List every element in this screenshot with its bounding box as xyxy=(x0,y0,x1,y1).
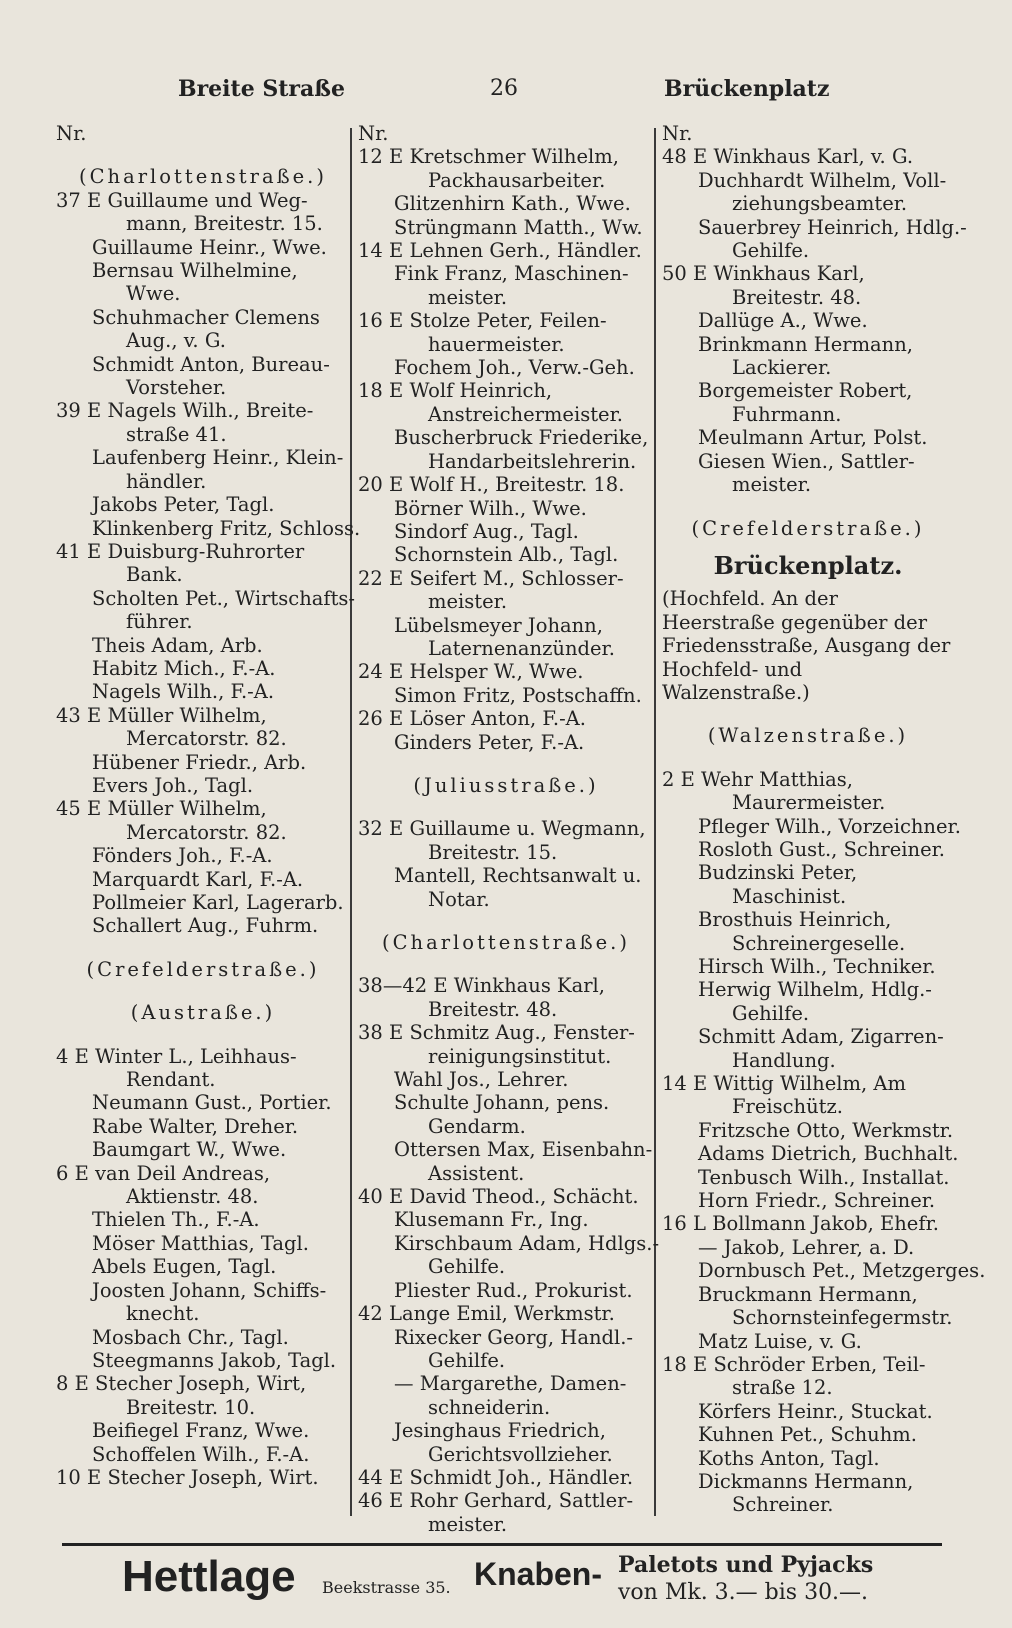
directory-line: straße 41. xyxy=(126,422,227,446)
directory-line: 42 Lange Emil, Werkmstr. xyxy=(358,1302,615,1326)
directory-line: Aug., v. G. xyxy=(126,329,226,353)
directory-line: Schallert Aug., Fuhrm. xyxy=(92,914,319,938)
directory-line: 2 E Wehr Matthias, xyxy=(662,767,854,791)
directory-line: Assistent. xyxy=(428,1161,525,1185)
ad-address: Beekstrasse 35. xyxy=(322,1578,451,1597)
directory-line: Theis Adam, Arb. xyxy=(92,633,263,657)
directory-column-3 xyxy=(662,122,986,1537)
directory-line: 32 E Guillaume u. Wegmann, xyxy=(358,817,646,841)
directory-line: Baumgart W., Wwe. xyxy=(92,1138,287,1162)
directory-column-1 xyxy=(56,122,361,1537)
directory-line: 16 E Stolze Peter, Feilen- xyxy=(358,309,607,333)
directory-line: Horn Friedr., Schreiner. xyxy=(698,1189,936,1213)
directory-line: führer. xyxy=(126,610,193,634)
directory-line: 24 E Helsper W., Wwe. xyxy=(358,660,584,684)
directory-line: Koths Anton, Tagl. xyxy=(698,1446,880,1470)
directory-line: Mosbach Chr., Tagl. xyxy=(92,1325,289,1349)
directory-line: Laufenberg Heinr., Klein- xyxy=(92,446,344,470)
directory-line: Neumann Gust., Portier. xyxy=(92,1091,332,1115)
directory-line: 4 E Winter L., Leihhaus- xyxy=(56,1044,297,1068)
directory-line: Schuhmacher Clemens xyxy=(92,305,320,329)
page-number: 26 xyxy=(490,76,518,101)
directory-line: — Jakob, Lehrer, a. D. xyxy=(698,1235,915,1259)
directory-line: Ginders Peter, F.-A. xyxy=(394,730,585,754)
directory-line: 39 E Nagels Wilh., Breite- xyxy=(56,399,314,423)
directory-line: Abels Eugen, Tagl. xyxy=(92,1255,277,1279)
directory-line: Gehilfe. xyxy=(732,239,810,263)
street-heading: (Crefelderstraße.) xyxy=(86,957,320,981)
directory-line: Handlung. xyxy=(732,1048,836,1072)
directory-line: 6 E van Deil Andreas, xyxy=(56,1161,271,1185)
directory-line: Brosthuis Heinrich, xyxy=(698,908,892,932)
directory-line: 18 E Wolf Heinrich, xyxy=(358,379,553,403)
directory-line: Meulmann Artur, Polst. xyxy=(698,426,928,450)
directory-line: Kirschbaum Adam, Hdlgs.- xyxy=(394,1231,660,1255)
directory-line: Dickmanns Hermann, xyxy=(698,1469,914,1493)
directory-line: Buscherbruck Friederike, xyxy=(394,426,649,450)
directory-line: Scholten Pet., Wirtschafts- xyxy=(92,586,356,610)
directory-line: Maschinist. xyxy=(732,884,847,908)
directory-line: Maurermeister. xyxy=(732,791,886,815)
directory-line: Steegmanns Jakob, Tagl. xyxy=(92,1348,337,1372)
directory-line: Schoffelen Wilh., F.-A. xyxy=(92,1442,310,1466)
directory-line: meister. xyxy=(428,285,508,309)
directory-line: Nr. xyxy=(662,122,693,145)
directory-line: Börner Wilh., Wwe. xyxy=(394,496,587,520)
directory-line: knecht. xyxy=(126,1302,200,1326)
directory-line: Brinkmann Hermann, xyxy=(698,332,913,356)
directory-line: 12 E Kretschmer Wilhelm, xyxy=(358,145,619,169)
directory-line: händler. xyxy=(126,469,207,493)
directory-column-2 xyxy=(358,122,660,1537)
directory-line: Gerichtsvollzieher. xyxy=(428,1442,613,1466)
directory-line: Guillaume Heinr., Wwe. xyxy=(92,235,327,259)
directory-line: hauermeister. xyxy=(428,332,565,356)
directory-line: 48 E Winkhaus Karl, v. G. xyxy=(662,145,914,169)
page-header xyxy=(0,76,1012,108)
directory-line: Nagels Wilh., F.-A. xyxy=(92,680,275,704)
directory-line: Rabe Walter, Dreher. xyxy=(92,1114,299,1138)
directory-line: Rosloth Gust., Schreiner. xyxy=(698,837,945,861)
directory-line: Gehilfe. xyxy=(732,1001,810,1025)
directory-line: Evers Joh., Tagl. xyxy=(92,773,254,797)
location-note: (Hochfeld. An der Heerstraße gegenüber der Friedensstraße, Ausgang der Hochfeld- und Walzenstraße.) xyxy=(662,587,951,704)
directory-line: 20 E Wolf H., Breitestr. 18. xyxy=(358,473,625,497)
directory-line: Tenbusch Wilh., Installat. xyxy=(698,1165,950,1189)
directory-line: Giesen Wien., Sattler- xyxy=(698,449,915,473)
directory-line: Mantell, Rechtsanwalt u. xyxy=(394,864,642,888)
directory-line: Adams Dietrich, Buchhalt. xyxy=(698,1142,959,1166)
directory-line: 8 E Stecher Joseph, Wirt, xyxy=(56,1372,307,1396)
street-heading: (Juliusstraße.) xyxy=(413,773,599,797)
directory-line: ziehungsbeamter. xyxy=(732,192,908,216)
directory-line: Fuhrmann. xyxy=(732,402,842,426)
directory-line: 14 E Lehnen Gerh., Händler. xyxy=(358,239,642,263)
section-title: Brückenplatz. xyxy=(713,550,903,580)
directory-line: Schornsteinfegermstr. xyxy=(732,1306,953,1330)
directory-line: Simon Fritz, Postschaffn. xyxy=(394,683,642,707)
street-heading: (Charlottenstraße.) xyxy=(79,165,327,189)
directory-line: Jakobs Peter, Tagl. xyxy=(92,493,275,517)
directory-line: Bernsau Wilhelmine, xyxy=(92,259,298,283)
directory-line: meister. xyxy=(428,590,508,614)
street-heading: (Walzenstraße.) xyxy=(707,724,909,748)
directory-line: Hirsch Wilh., Techniker. xyxy=(698,955,936,978)
directory-line: Schornstein Alb., Tagl. xyxy=(394,543,619,567)
directory-line: 22 E Seifert M., Schlosser- xyxy=(358,566,624,590)
column-divider xyxy=(350,128,352,1516)
directory-line: Breitestr. 48. xyxy=(428,997,558,1021)
directory-line: 10 E Stecher Joseph, Wirt. xyxy=(56,1465,319,1489)
directory-line: Herwig Wilhelm, Hdlg.- xyxy=(698,978,932,1002)
ad-line-2: von Mk. 3.— bis 30.—. xyxy=(618,1580,869,1605)
directory-line: Fönders Joh., F.-A. xyxy=(92,844,273,868)
directory-line: 41 E Duisburg-Ruhrorter xyxy=(56,539,305,563)
directory-line: 45 E Müller Wilhelm, xyxy=(56,797,267,821)
directory-line: 38—42 E Winkhaus Karl, xyxy=(358,974,605,998)
directory-line: Gehilfe. xyxy=(428,1255,506,1279)
directory-line: Kuhnen Pet., Schuhm. xyxy=(698,1423,917,1447)
street-heading: (Crefelderstraße.) xyxy=(691,516,925,540)
directory-line: Ottersen Max, Eisenbahn- xyxy=(394,1138,653,1162)
directory-line: Gehilfe. xyxy=(428,1348,506,1372)
directory-line: Thielen Th., F.-A. xyxy=(92,1208,260,1232)
directory-line: Packhausarbeiter. xyxy=(428,168,606,192)
header-left-street: Breite Straße xyxy=(178,76,345,102)
directory-line: Nr. xyxy=(56,122,87,145)
directory-line: Klinkenberg Fritz, Schloss. xyxy=(92,516,361,540)
directory-line: Pollmeier Karl, Lagerarb. xyxy=(92,891,344,914)
directory-line: Breitestr. 48. xyxy=(732,285,862,309)
directory-line: 46 E Rohr Gerhard, Sattler- xyxy=(358,1489,634,1513)
directory-line: Rixecker Georg, Handl.- xyxy=(394,1325,634,1349)
directory-line: Beifiegel Franz, Wwe. xyxy=(92,1419,310,1443)
ad-knaben: Knaben- xyxy=(474,1556,602,1592)
directory-line: Bruckmann Hermann, xyxy=(698,1282,918,1306)
directory-line: Budzinski Peter, xyxy=(698,861,858,885)
directory-line: Glitzenhirn Kath., Wwe. xyxy=(394,192,631,216)
directory-line: Wahl Jos., Lehrer. xyxy=(394,1068,569,1092)
directory-line: Schreiner. xyxy=(732,1493,834,1517)
directory-line: meister. xyxy=(428,1512,508,1536)
directory-line: schneiderin. xyxy=(428,1395,551,1419)
directory-line: Habitz Mich., F.-A. xyxy=(92,656,276,680)
directory-line: Handarbeitslehrerin. xyxy=(428,449,637,473)
directory-line: Mercatorstr. 82. xyxy=(126,820,287,844)
directory-line: Mercatorstr. 82. xyxy=(126,727,287,751)
advertisement xyxy=(0,1552,1012,1622)
directory-line: Pliester Rud., Prokurist. xyxy=(394,1278,633,1302)
directory-line: Matz Luise, v. G. xyxy=(698,1329,862,1353)
directory-line: Joosten Johann, Schiffs- xyxy=(92,1278,327,1302)
directory-line: 50 E Winkhaus Karl, xyxy=(662,262,865,286)
directory-line: 26 E Löser Anton, F.-A. xyxy=(358,707,586,731)
header-right-street: Brückenplatz xyxy=(664,76,830,102)
directory-line: 37 E Guillaume und Weg- xyxy=(56,188,308,212)
directory-line: Schulte Johann, pens. xyxy=(394,1091,610,1115)
directory-line: Schmidt Anton, Bureau- xyxy=(92,352,330,376)
directory-line: Sindorf Aug., Tagl. xyxy=(394,519,579,543)
directory-line: 16 L Bollmann Jakob, Ehefr. xyxy=(662,1212,939,1236)
directory-line: Körfers Heinr., Stuckat. xyxy=(698,1399,933,1423)
directory-line: Strüngmann Matth., Ww. xyxy=(394,215,643,239)
street-heading: (Austraße.) xyxy=(130,1001,276,1025)
directory-line: — Margarethe, Damen- xyxy=(394,1372,627,1396)
directory-line: Hübener Friedr., Arb. xyxy=(92,750,307,774)
directory-line: mann, Breitestr. 15. xyxy=(126,212,323,236)
directory-line: reinigungsinstitut. xyxy=(428,1044,612,1068)
directory-line: Fochem Joh., Verw.-Geh. xyxy=(394,356,635,380)
directory-line: 38 E Schmitz Aug., Fenster- xyxy=(358,1021,635,1045)
ad-line-1: Paletots und Pyjacks xyxy=(618,1552,874,1578)
directory-line: Schreinergeselle. xyxy=(732,931,906,955)
directory-line: Breitestr. 10. xyxy=(126,1395,256,1419)
directory-line: Marquardt Karl, F.-A. xyxy=(92,867,304,891)
directory-line: Nr. xyxy=(358,122,389,145)
ad-brand: Hettlage xyxy=(122,1552,296,1601)
directory-line: 43 E Müller Wilhelm, xyxy=(56,703,267,727)
directory-line: meister. xyxy=(732,473,812,497)
directory-line: Lackierer. xyxy=(732,356,832,380)
directory-line: Duchhardt Wilhelm, Voll- xyxy=(698,168,947,192)
directory-line: 40 E David Theod., Schächt. xyxy=(358,1185,639,1209)
ad-divider xyxy=(62,1543,942,1546)
directory-line: Lübelsmeyer Johann, xyxy=(394,613,603,637)
directory-line: Laternenanzünder. xyxy=(428,636,615,660)
directory-line: Aktienstr. 48. xyxy=(126,1185,259,1209)
directory-line: Rendant. xyxy=(126,1068,216,1092)
directory-line: Fink Franz, Maschinen- xyxy=(394,262,629,286)
directory-line: Fritzsche Otto, Werkmstr. xyxy=(698,1118,954,1142)
directory-line: Anstreichermeister. xyxy=(428,402,623,426)
directory-line: Möser Matthias, Tagl. xyxy=(92,1231,309,1255)
directory-line: Wwe. xyxy=(126,282,181,306)
directory-line: Notar. xyxy=(428,887,490,911)
directory-line: Freischütz. xyxy=(732,1095,843,1119)
directory-line: straße 12. xyxy=(732,1376,833,1400)
directory-line: 18 E Schröder Erben, Teil- xyxy=(662,1352,926,1376)
directory-line: 44 E Schmidt Joh., Händler. xyxy=(358,1465,634,1489)
street-heading: (Charlottenstraße.) xyxy=(382,931,630,954)
directory-line: Dornbusch Pet., Metzgerges. xyxy=(698,1259,986,1283)
directory-line: Vorsteher. xyxy=(126,376,227,400)
directory-line: Bank. xyxy=(126,563,183,587)
directory-line: Gendarm. xyxy=(428,1114,526,1138)
directory-line: Pfleger Wilh., Vorzeichner. xyxy=(698,814,961,838)
directory-line: Borgemeister Robert, xyxy=(698,379,913,403)
directory-line: Sauerbrey Heinrich, Hdlg.- xyxy=(698,215,967,239)
directory-line: Jesinghaus Friedrich, xyxy=(394,1419,606,1443)
directory-line: Dallüge A., Wwe. xyxy=(698,309,868,333)
directory-line: Klusemann Fr., Ing. xyxy=(394,1208,589,1232)
directory-line: Schmitt Adam, Zigarren- xyxy=(698,1025,944,1049)
column-divider xyxy=(654,128,656,1516)
directory-line: 14 E Wittig Wilhelm, Am xyxy=(662,1072,906,1096)
directory-line: Breitestr. 15. xyxy=(428,840,558,864)
